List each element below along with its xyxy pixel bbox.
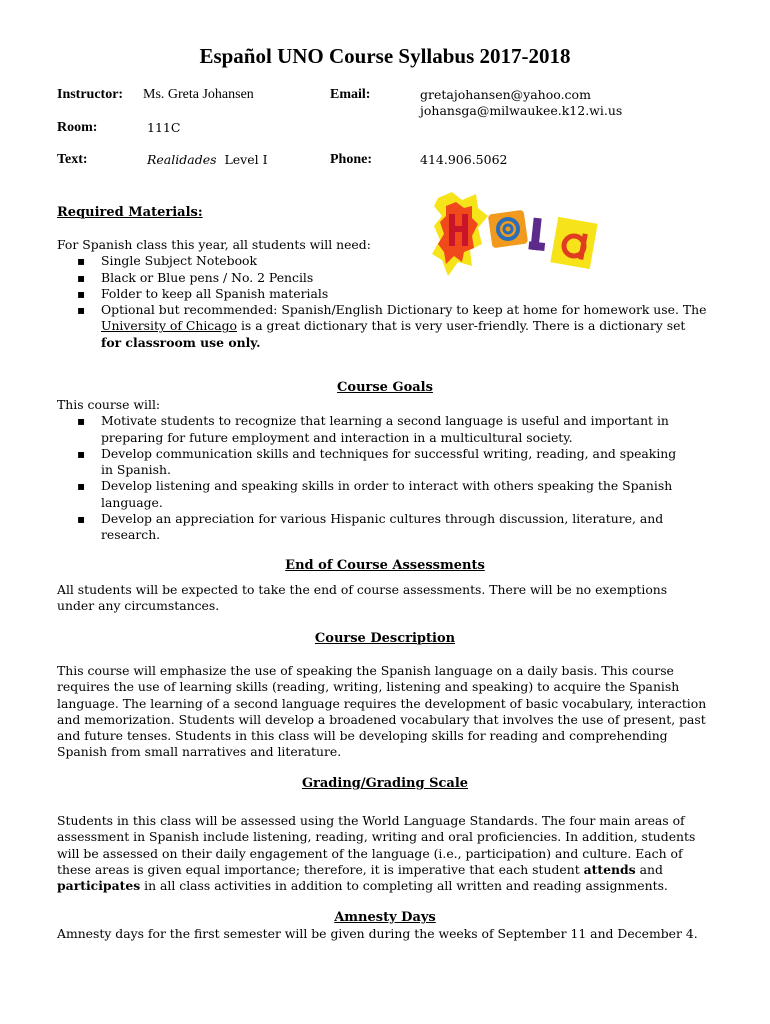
grading-heading: Grading/Grading Scale [301,776,469,791]
description-text: This course will emphasize the use of speaking the Spanish language on a daily basis. This course requires the use of learning skills (reading, writing, listening and speaking) to acquire the Spanish language. The learning of a second language requires the development of basic vocabulary, interaction and memorization. Students will develop a broadened vocabulary that involves the use of present, past and future tenses. Students in this class will be developing skills for reading and comprehending Spanish from small narratives and literature. [57,663,707,760]
room-label: Room: [57,120,98,135]
amnesty-text: Amnesty days for the first semester will be given during the weeks of September 11 and December 4. [57,926,698,941]
email-label: Email: [330,87,371,102]
email-secondary: johansga@milwaukee.k12.wi.us [420,103,623,118]
instructor-label: Instructor: [57,87,124,102]
list-item: ▪ Optional but recommended: Spanish/English Dictionary to keep at home for homework use. The University of Chicago is a great dictionary that is very user-friendly. There is a dictionary set for classroom use only. [57,302,707,351]
list-item: ▪ Develop an appreciation for various Hispanic cultures through discussion, literature, and research. [57,511,677,544]
list-item: ▪ Folder to keep all Spanish materials [57,286,707,302]
list-item: ▪ Develop communication skills and techniques for successful writing, reading, and speaking in Spanish. [57,446,677,479]
grading-text: Students in this class will be assessed using the World Language Standards. The four main areas of assessment in Spanish include listening, reading, writing and oral proficiencies. In addition, students will be assessed on their daily engagement of the language (i.e., participation) and culture. Each of these areas is given equal importance; therefore, it is imperative that each student attends and participates in all class activities in addition to completing all written and reading assignments. [57,813,696,894]
amnesty-heading: Amnesty Days [334,910,436,925]
assessments-text: All students will be expected to take the end of course assessments. There will be no exemptions under any circumstances. [57,582,668,614]
goals-section [57,397,707,544]
list-item: ▪ Motivate students to recognize that learning a second language is useful and important in preparing for future employment and interaction in a multicultural society. [57,413,677,446]
phone-value: 414.906.5062 [420,152,508,167]
phone-label: Phone: [330,152,372,167]
list-item: ▪ Black or Blue pens / No. 2 Pencils [57,270,707,286]
materials-section [57,237,707,351]
dictionary-link: University of Chicago [101,318,238,334]
list-item: ▪ Single Subject Notebook [57,253,707,269]
instructor-value: Ms. Greta Johansen [143,87,254,102]
text-value: Realidades Level I [147,152,268,167]
assessments-heading: End of Course Assessments [285,558,485,573]
room-value: 111C [147,120,181,135]
materials-intro: For Spanish class this year, all students will need: [57,237,371,252]
materials-list [57,253,707,351]
materials-heading: Required Materials: [57,205,203,220]
page-title: Español UNO Course Syllabus 2017-2018 [199,44,571,68]
email-primary: gretajohansen@yahoo.com [420,87,591,102]
text-label: Text: [57,152,88,167]
goals-intro: This course will: [57,397,161,412]
goals-heading: Course Goals [337,380,433,395]
goals-list [57,413,707,543]
list-item: ▪ Develop listening and speaking skills in order to interact with others speaking the Spanish language. [57,478,677,511]
description-heading: Course Description [314,631,456,646]
